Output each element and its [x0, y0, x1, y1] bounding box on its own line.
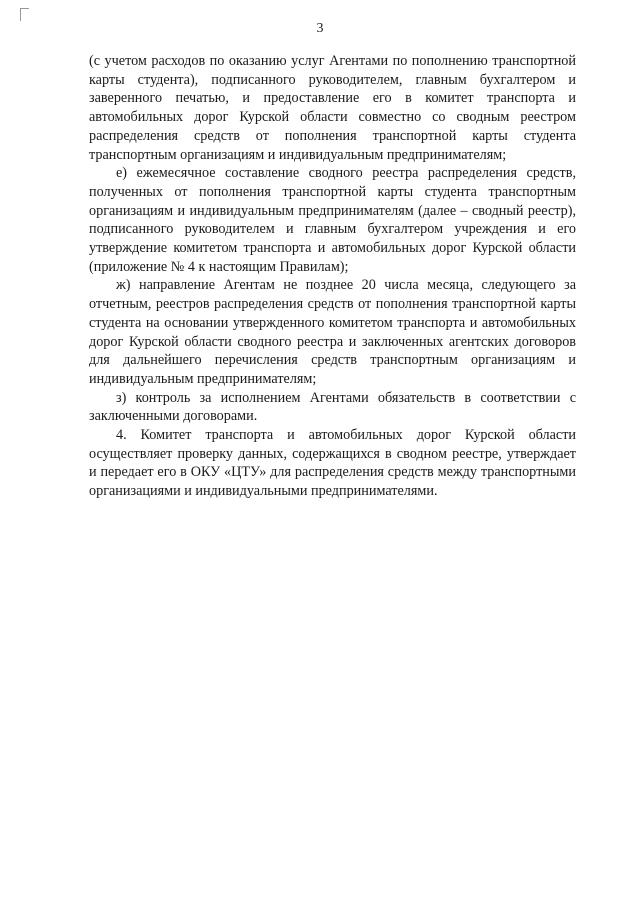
paragraph-item-4: 4. Комитет транспорта и автомобильных дорог Курской области осуществляет проверку данных, содержащихся в сводном реестре, утверждает и передает его в ОКУ «ЦТУ» для распределения средств между транспортными организациями и индивидуальными предпринимателями.: [89, 427, 576, 500]
document-body: [89, 52, 576, 501]
page-number: 3: [316, 21, 324, 36]
paragraph-item-z: з) контроль за исполнением Агентами обязательств в соответствии с заключенными договорами.: [89, 389, 576, 425]
paragraph-item-e: е) ежемесячное составление сводного реестра распределения средств, полученных от пополнения транспортной карты студента транспортным организациям и индивидуальным предпринимателям (далее – сводный реестр), подписанного руководителем и главным бухгалтером учреждения и его утверждение комитетом транспорта и автомобильных дорог Курской области (приложение № 4 к настоящим Правилам);: [89, 165, 576, 275]
paragraph-continuation: (с учетом расходов по оказанию услуг Агентами по пополнению транспортной карты студента), подписанного руководителем, главным бухгалтером и заверенного печатью, и предоставление его в комитет транспорта и автомобильных дорог Курской области совместно со сводным реестром распределения средств от пополнения транспортной карты студента транспортным организациям и индивидуальным предпринимателям;: [89, 53, 576, 163]
paragraph-item-zh: ж) направление Агентам не позднее 20 числа месяца, следующего за отчетным, реестров распределения средств от пополнения транспортной карты студента на основании утвержденного комитетом транспорта и автомобильных дорог Курской области сводного реестра и заключенных агентских договоров для дальнейшего перечисления средств транспортным организациям и индивидуальным предпринимателям;: [89, 277, 576, 387]
